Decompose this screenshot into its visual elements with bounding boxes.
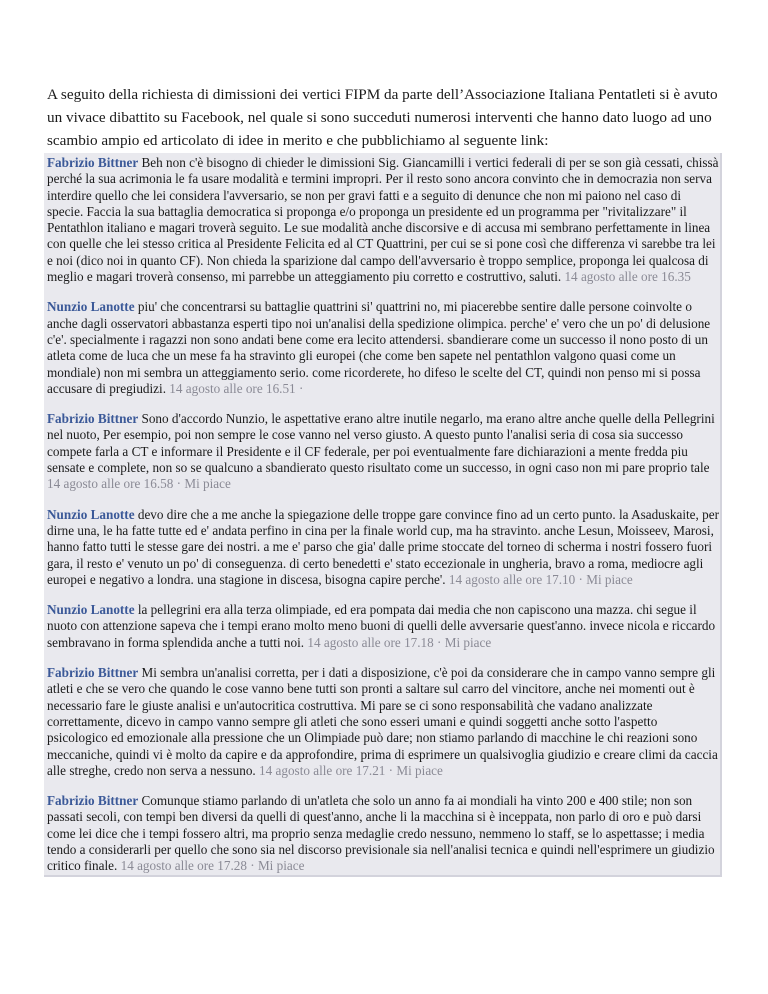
comment-text: Comunque stiamo parlando di un'atleta che solo un anno fa ai mondiali ha vinto 200 e 400 stile; non son passati secoli, con tempi ben diversi da quelli di quest'anno, anche li la macchina si è inceppata, non parlo di oro e può darsi come lei dice che i tempi fossero altri, ma proprio senza medaglie credo nessuno, nemmeno lo staff, se lo aspettasse; i media tendo a considerarli per quello che sono sia nel discorso previsionale sia nell'analisi tecnica e quindi nell'esprimere un giudizio critico finale. [47,793,715,874]
comment-author-link[interactable]: Nunzio Lanotte [47,602,135,618]
comment-text: Mi sembra un'analisi corretta, per i dati a disposizione, c'è poi da considerare che in campo vanno sempre gli atleti e che se vero che quando le cose vanno bene tutti son pronti a saltare sul carro del vincitore, anche nei momenti out è necessario fare le giuste analisi e un'autocritica costruttiva. Mi pare se ci sono responsabilità che vadano analizzate correttamente, dicevo in campo vanno sempre gli atleti che sono esseri umani e quindi soggetti anche sotto l'aspetto psicologico ed emozionale alla pressione che un Olimpiade può dare; non stiamo parlando di macchine le chi reazioni sono meccaniche, quindi vi è molto da capire e da approfondire, prima di esprimere un qualsivoglia giudizio e creare climi da caccia alle streghe, credo non serva a nessuno. [47,665,718,778]
like-link[interactable]: Mi piace [441,634,492,650]
comment-author-link[interactable]: Fabrizio Bittner [47,411,139,427]
like-link[interactable]: Mi piace [181,476,231,492]
comment-timestamp: 14 agosto alle ore 16.58 · [47,476,182,492]
comment-timestamp: 14 agosto alle ore 17.18 · [307,634,442,650]
comment-text: Sono d'accordo Nunzio, le aspettative erano altre inutile negarlo, ma erano altre anche quelle della Pellegrini nel nuoto, Per esempio, poi non sempre le cose vanno nel verso giusto. A questo punto l'analisi seria di cosa sia successo compete farla a CT e informare il Presidente e il CF federale, per poi eventualmente fare dichiarazioni a mente fredda piu sensate e complete, non so se qualcuno a sbandierato questo risultato come un successo, in ogni caso non mi pare proprio tale [47,411,715,476]
comment-item [44,411,720,492]
like-link[interactable]: Mi piace [393,762,443,778]
comment-timestamp: 14 agosto alle ore 16.35 [564,269,691,285]
comment-text: piu' che concentrarsi su battaglie quattrini si' quattrini no, mi piacerebbe sentire dalle persone coinvolte o anche dagli osservatori abbastanza esperti tipo noi un'analisi della spedizione olimpica. perche' e' vero che un po' di delusione c'e'. specialmente i ragazzi non sono andati bene come era lecito attendersi. sbandierare come un successo il nono posto di un atleta come de luca che un mese fa ha stravinto gli europei (che come ben sapete nel pentathlon valgono quasi come un mondiale) non mi sembra un atteggiamento serio. come ricorderete, ho difeso le scelte del CT, quindi non penso mi si possa accusare di pregiudizi. [47,299,711,396]
comment-item [44,507,720,588]
comment-text: devo dire che a me anche la spiegazione delle troppe gare convince fino ad un certo punto. la Asaduskaite, per dirne una, le ha fatte tutte ed e' andata perfino in cina per la finale world cup, ma ha stravinto. anche Lesun, Moisseev, Marosi, hanno fatto tutti le stesse gare dei nostri. a me e' parso che gia' dalle prime stoccate del torneo di scherma i nostri fossero fuori gara, il resto e' venuto un po' di conseguenza. di certo benedetti e' stato eccezionale in ungheria, bravo a roma, mediocre agli europei e negativo a londra. una stagione in discesa, bisogna capire perche'. [47,506,719,587]
comment-text: Beh non c'è bisogno di chieder le dimissioni Sig. Giancamilli i vertici federali di per se son già cessati, chissà perché la sua acrimonia le fa usare modalità e termini impropri. Per il resto sono ancora convinto che in democrazia non serva interdire quello che lei considera l'avversario, se non per gravi fatti e a seguito di denunce che non mi paiono nel caso di specie. Faccia la sua battaglia democratica si proponga e/o proponga un presidente ed un programma per "rivitalizzare" il Pentathlon italiano e magari troverà seguito. Le sue modalità anche discorsive e di accusa mi sembrano perfettamente in linea con quelle che lei stesso critica al Presidente Felicita ed al CT Quattrini, per cui se si pone così che differenza vi sarebbe tra lei e noi (dico noi in quanto CF). Non chieda la sparizione dal campo dell'avversario è troppo semplice, proponga lei qualcosa di meglio e magari troverà consenso, mi parrebbe un atteggiamento piu corretto e costruttivo, saluti. [47,155,719,285]
comment-item [44,299,720,397]
comment-author-link[interactable]: Fabrizio Bittner [47,155,139,170]
comment-item [44,602,720,651]
comment-author-link[interactable]: Fabrizio Bittner [47,665,139,681]
comment-item [44,793,720,874]
comment-item [44,665,720,779]
comment-timestamp: 14 agosto alle ore 16.51 · [169,380,304,396]
comment-author-link[interactable]: Nunzio Lanotte [47,299,135,315]
comment-thread [44,153,722,877]
comment-timestamp: 14 agosto alle ore 17.10 · [448,571,583,587]
comment-author-link[interactable]: Fabrizio Bittner [47,793,139,809]
comment-author-link[interactable]: Nunzio Lanotte [47,506,135,522]
comment-text: la pellegrini era alla terza olimpiade, ed era pompata dai media che non capiscono una mazza. chi segue il nuoto con attenzione sapeva che i tempi erano molto meno buoni di quelli delle avversarie quest'anno. invece nicola e riccardo sembravano in forma splendida anche a tutti noi. [47,602,716,650]
like-link[interactable]: Mi piace [254,858,305,874]
like-link[interactable]: Mi piace [582,571,633,587]
intro-paragraph: A seguito della richiesta di dimissioni dei vertici FIPM da parte dell’Associazione Italiana Pentatleti si è avuto un vivace dibattito su Facebook, nel quale si sono succeduti numerosi interventi che hanno dato luogo ad uno scambio ampio ed articolato di idee in merito e che pubblichiamo al seguente link: [47,86,718,149]
comment-timestamp: 14 agosto alle ore 17.21 · [259,762,394,778]
comment-item [44,153,720,285]
comment-timestamp: 14 agosto alle ore 17.28 · [120,858,255,874]
